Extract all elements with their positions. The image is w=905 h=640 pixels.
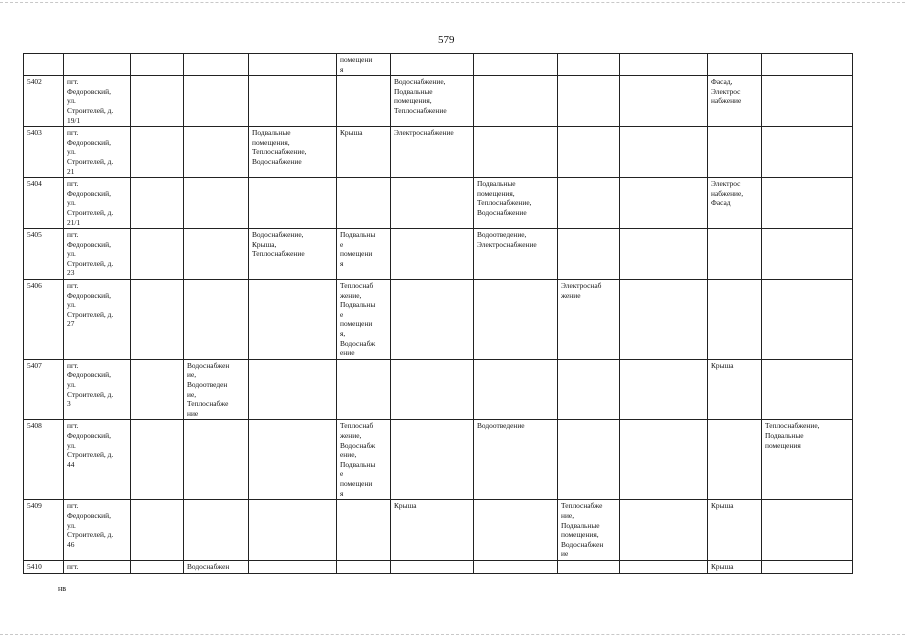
table-cell (184, 127, 249, 178)
cell-text-line: Подвальные (561, 520, 600, 530)
cell-text-line: Подвальные (252, 128, 291, 138)
footer-note: нв (58, 584, 67, 593)
scan-edge-bottom (0, 634, 905, 635)
table-cell (249, 420, 337, 500)
table-cell (708, 54, 762, 76)
cell-text-line: жение (561, 290, 581, 300)
cell-text-line: Федоровский, (67, 510, 111, 520)
cell-text-line: Подвальны (340, 230, 376, 240)
cell-text-line: пгт. (67, 360, 79, 370)
table-cell (474, 54, 558, 76)
cell-text-line: Теплоснабжение, (252, 147, 307, 157)
table-cell (474, 178, 558, 229)
row-number (24, 560, 64, 573)
page-number: 579 (438, 34, 455, 46)
table-cell (474, 420, 558, 500)
cell-text-line: Водоснабж (340, 338, 376, 348)
cell-text-line: помещени (340, 249, 373, 259)
table-row (24, 76, 853, 127)
table-cell (64, 54, 131, 76)
cell-text-line: Водоснабжение, (394, 77, 446, 87)
cell-text-line: Строителей, д. (67, 207, 114, 217)
cell-text-line: Теплоснабже (187, 399, 229, 409)
cell-text-line: Федоровский, (67, 137, 111, 147)
row-number-text: 5410 (27, 561, 42, 571)
cell-text-line: помещения (765, 440, 801, 450)
table-cell (337, 359, 391, 420)
address-cell (64, 127, 131, 178)
cell-text-line: я (340, 258, 344, 268)
cell-text-line: Крыша (711, 501, 734, 511)
table-cell (620, 500, 708, 561)
cell-text-line: Водоотведение, (477, 230, 527, 240)
table-cell (184, 560, 249, 573)
table-row (24, 127, 853, 178)
table-cell (708, 500, 762, 561)
cell-text-line: Строителей, д. (67, 258, 114, 268)
table-cell (708, 420, 762, 500)
cell-text-line: я (340, 64, 344, 74)
table-cell (337, 178, 391, 229)
cell-text-line: Федоровский, (67, 290, 111, 300)
cell-text-line: ение (340, 348, 355, 358)
cell-text-line: 21 (67, 166, 75, 176)
table-cell (249, 359, 337, 420)
cell-text-line: Строителей, д. (67, 450, 114, 460)
row-number-text: 5407 (27, 360, 42, 370)
cell-text-line: Водоотведение (477, 421, 525, 431)
cell-text-line: Теплоснабжение, (477, 198, 532, 208)
table-cell (474, 560, 558, 573)
table-cell (184, 76, 249, 127)
cell-text-line: Крыша (711, 561, 734, 571)
table-cell (620, 280, 708, 360)
cell-text-line: Электроснабжение (394, 128, 454, 138)
cell-text-line: Строителей, д. (67, 530, 114, 540)
table-cell (131, 560, 184, 573)
cell-text-line: ул. (67, 96, 76, 106)
table-cell (558, 76, 620, 127)
cell-text-line: Подвальные (394, 86, 433, 96)
table-cell (620, 420, 708, 500)
table-row (24, 280, 853, 360)
table-cell (708, 127, 762, 178)
table-cell (131, 76, 184, 127)
cell-text-line: ул. (67, 147, 76, 157)
table-cell (337, 280, 391, 360)
cell-text-line: жение, (340, 430, 362, 440)
cell-text-line: пгт. (67, 561, 79, 571)
row-number (24, 76, 64, 127)
table-cell (558, 560, 620, 573)
table-cell (337, 560, 391, 573)
cell-text-line: Фасад, (711, 77, 733, 87)
cell-text-line: Фасад (711, 198, 731, 208)
cell-text-line: Теплоснабжение, (765, 421, 820, 431)
row-number-text: 5405 (27, 230, 42, 240)
table-cell (337, 54, 391, 76)
cell-text-line: 27 (67, 319, 75, 329)
table-cell (249, 280, 337, 360)
table-cell (474, 229, 558, 280)
table-cell (762, 280, 853, 360)
table-cell (24, 54, 64, 76)
table-cell (391, 127, 474, 178)
cell-text-line: ние (187, 408, 199, 418)
row-number-text: 5408 (27, 421, 42, 431)
cell-text-line: 44 (67, 459, 75, 469)
address-cell (64, 280, 131, 360)
table-cell (184, 54, 249, 76)
table-cell (474, 76, 558, 127)
table-cell (762, 229, 853, 280)
cell-text-line: Строителей, д. (67, 105, 114, 115)
table-cell (620, 229, 708, 280)
table-row (24, 420, 853, 500)
cell-text-line: 46 (67, 539, 75, 549)
cell-text-line: Теплоснабжение (252, 249, 305, 259)
table-row (24, 500, 853, 561)
table-cell (558, 54, 620, 76)
table-cell (762, 127, 853, 178)
table-cell (558, 420, 620, 500)
table-cell (708, 280, 762, 360)
table-cell (249, 500, 337, 561)
row-number (24, 229, 64, 280)
table-body (24, 54, 853, 574)
cell-text-line: ие (561, 549, 569, 559)
cell-text-line: помещения, (394, 96, 432, 106)
cell-text-line: Подвальные (477, 179, 516, 189)
cell-text-line: помещени (340, 478, 373, 488)
cell-text-line: е (340, 309, 344, 319)
cell-text-line: Водоснабжение (252, 156, 302, 166)
cell-text-line: Электрос (711, 179, 741, 189)
cell-text-line: пгт. (67, 77, 79, 87)
table-cell (620, 54, 708, 76)
cell-text-line: Крыша (394, 501, 417, 511)
table-cell (558, 500, 620, 561)
table-cell (474, 280, 558, 360)
cell-text-line: Электроснабжение (477, 239, 537, 249)
table-cell (249, 229, 337, 280)
cell-text-line: Строителей, д. (67, 309, 114, 319)
table-cell (762, 560, 853, 573)
cell-text-line: Строителей, д. (67, 156, 114, 166)
address-cell (64, 229, 131, 280)
cell-text-line: Теплоснабжение (394, 105, 447, 115)
table-cell (337, 420, 391, 500)
table-cell (558, 178, 620, 229)
table-cell (708, 229, 762, 280)
cell-text-line: ул. (67, 198, 76, 208)
row-number (24, 359, 64, 420)
table-cell (184, 229, 249, 280)
address-cell (64, 76, 131, 127)
cell-text-line: ул. (67, 520, 76, 530)
cell-text-line: ул. (67, 249, 76, 259)
table-cell (558, 359, 620, 420)
cell-text-line: жение, (340, 290, 362, 300)
cell-text-line: помещени (340, 319, 373, 329)
cell-text-line: Водоснабж (340, 440, 376, 450)
table-cell (391, 420, 474, 500)
table-row-continued (24, 54, 853, 76)
table-cell (131, 54, 184, 76)
table-cell (474, 359, 558, 420)
row-number-text: 5406 (27, 281, 42, 291)
address-cell (64, 500, 131, 561)
cell-text-line: Теплоснабже (561, 501, 603, 511)
cell-text-line: Строителей, д. (67, 389, 114, 399)
row-number (24, 420, 64, 500)
cell-text-line: ние, (561, 510, 575, 520)
row-number (24, 280, 64, 360)
cell-text-line: пгт. (67, 179, 79, 189)
cell-text-line: Федоровский, (67, 188, 111, 198)
cell-text-line: е (340, 239, 344, 249)
table-row (24, 359, 853, 420)
cell-text-line: Водоснабжен (187, 561, 230, 571)
cell-text-line: 23 (67, 268, 75, 278)
address-cell (64, 420, 131, 500)
cell-text-line: ул. (67, 300, 76, 310)
cell-text-line: 19/1 (67, 115, 81, 125)
table-cell (474, 500, 558, 561)
cell-text-line: пгт. (67, 281, 79, 291)
table-cell (620, 178, 708, 229)
scan-edge-top (0, 2, 905, 3)
cell-text-line: Водоснабжен (187, 360, 230, 370)
cell-text-line: я (340, 488, 344, 498)
address-cell (64, 359, 131, 420)
table-cell (184, 420, 249, 500)
table-cell (131, 500, 184, 561)
table-cell (131, 420, 184, 500)
table-cell (337, 229, 391, 280)
cell-text-line: помещения, (477, 188, 515, 198)
table-cell (337, 127, 391, 178)
row-number (24, 178, 64, 229)
table-cell (249, 178, 337, 229)
table-cell (184, 280, 249, 360)
cell-text-line: помещения, (252, 137, 290, 147)
table-cell (249, 560, 337, 573)
table-cell (131, 280, 184, 360)
table-cell (337, 76, 391, 127)
table-row (24, 229, 853, 280)
table-cell (708, 76, 762, 127)
table-cell (620, 560, 708, 573)
cell-text-line: ие, (187, 389, 197, 399)
cell-text-line: пгт. (67, 421, 79, 431)
cell-text-line: Электрос (711, 86, 741, 96)
cell-text-line: 21/1 (67, 217, 81, 227)
works-schedule-table (23, 53, 853, 574)
cell-text-line: Водоснабжен (561, 539, 604, 549)
table-cell (708, 560, 762, 573)
cell-text-line: Теплоснаб (340, 281, 374, 291)
cell-text-line: Федоровский, (67, 239, 111, 249)
table-cell (184, 178, 249, 229)
cell-text-line: Водоотведен (187, 380, 228, 389)
table-cell (391, 54, 474, 76)
cell-text-line: Федоровский, (67, 430, 111, 440)
row-number (24, 127, 64, 178)
cell-text-line: Подвальны (340, 459, 376, 469)
cell-text-line: Электроснаб (561, 281, 602, 291)
table-cell (131, 178, 184, 229)
address-cell (64, 178, 131, 229)
cell-text-line: Водоснабжение, (252, 230, 304, 240)
cell-text-line: 3 (67, 399, 71, 409)
cell-text-line: пгт. (67, 128, 79, 138)
cell-text-line: пгт. (67, 501, 79, 511)
cell-text-line: помещения, (561, 530, 599, 540)
table-cell (762, 178, 853, 229)
table-cell (391, 76, 474, 127)
cell-text-line: Подвальные (765, 430, 804, 440)
table-cell (391, 359, 474, 420)
table-cell (131, 229, 184, 280)
table-row (24, 560, 853, 573)
cell-text-line: пгт. (67, 230, 79, 240)
table-row (24, 178, 853, 229)
table-cell (762, 420, 853, 500)
table-cell (249, 127, 337, 178)
cell-text-line: ие, (187, 370, 197, 380)
row-number-text: 5403 (27, 128, 42, 138)
table-cell (708, 359, 762, 420)
table-cell (558, 127, 620, 178)
cell-text-line: Крыша (340, 128, 363, 138)
table-cell (762, 359, 853, 420)
cell-text-line: набжение, (711, 188, 744, 198)
table-cell (337, 500, 391, 561)
table-cell (131, 359, 184, 420)
table-cell (184, 359, 249, 420)
cell-text-line: помещени (340, 55, 373, 64)
row-number-text: 5402 (27, 77, 42, 87)
table-cell (391, 280, 474, 360)
table-cell (708, 178, 762, 229)
cell-text-line: ул. (67, 380, 76, 389)
row-number-text: 5409 (27, 501, 42, 511)
row-number-text: 5404 (27, 179, 42, 189)
cell-text-line: Крыша, (252, 239, 277, 249)
cell-text-line: Федоровский, (67, 370, 111, 380)
table-cell (184, 500, 249, 561)
table-cell (620, 127, 708, 178)
table-cell (762, 54, 853, 76)
table-cell (558, 280, 620, 360)
address-cell (64, 560, 131, 573)
cell-text-line: Крыша (711, 360, 734, 370)
table-cell (391, 229, 474, 280)
table-cell (391, 500, 474, 561)
cell-text-line: Теплоснаб (340, 421, 374, 431)
table-cell (762, 76, 853, 127)
row-number (24, 500, 64, 561)
table-cell (474, 127, 558, 178)
table-cell (131, 127, 184, 178)
cell-text-line: Федоровский, (67, 86, 111, 96)
cell-text-line: е (340, 469, 344, 479)
table-cell (249, 54, 337, 76)
cell-text-line: Подвальны (340, 300, 376, 310)
cell-text-line: ение, (340, 450, 357, 460)
table-cell (391, 178, 474, 229)
table-cell (558, 229, 620, 280)
cell-text-line: набжение (711, 96, 742, 106)
table-cell (620, 76, 708, 127)
cell-text-line: ул. (67, 440, 76, 450)
table-cell (762, 500, 853, 561)
table-cell (620, 359, 708, 420)
cell-text-line: я, (340, 329, 346, 339)
table-cell (391, 560, 474, 573)
cell-text-line: Водоснабжение (477, 207, 527, 217)
table-cell (249, 76, 337, 127)
